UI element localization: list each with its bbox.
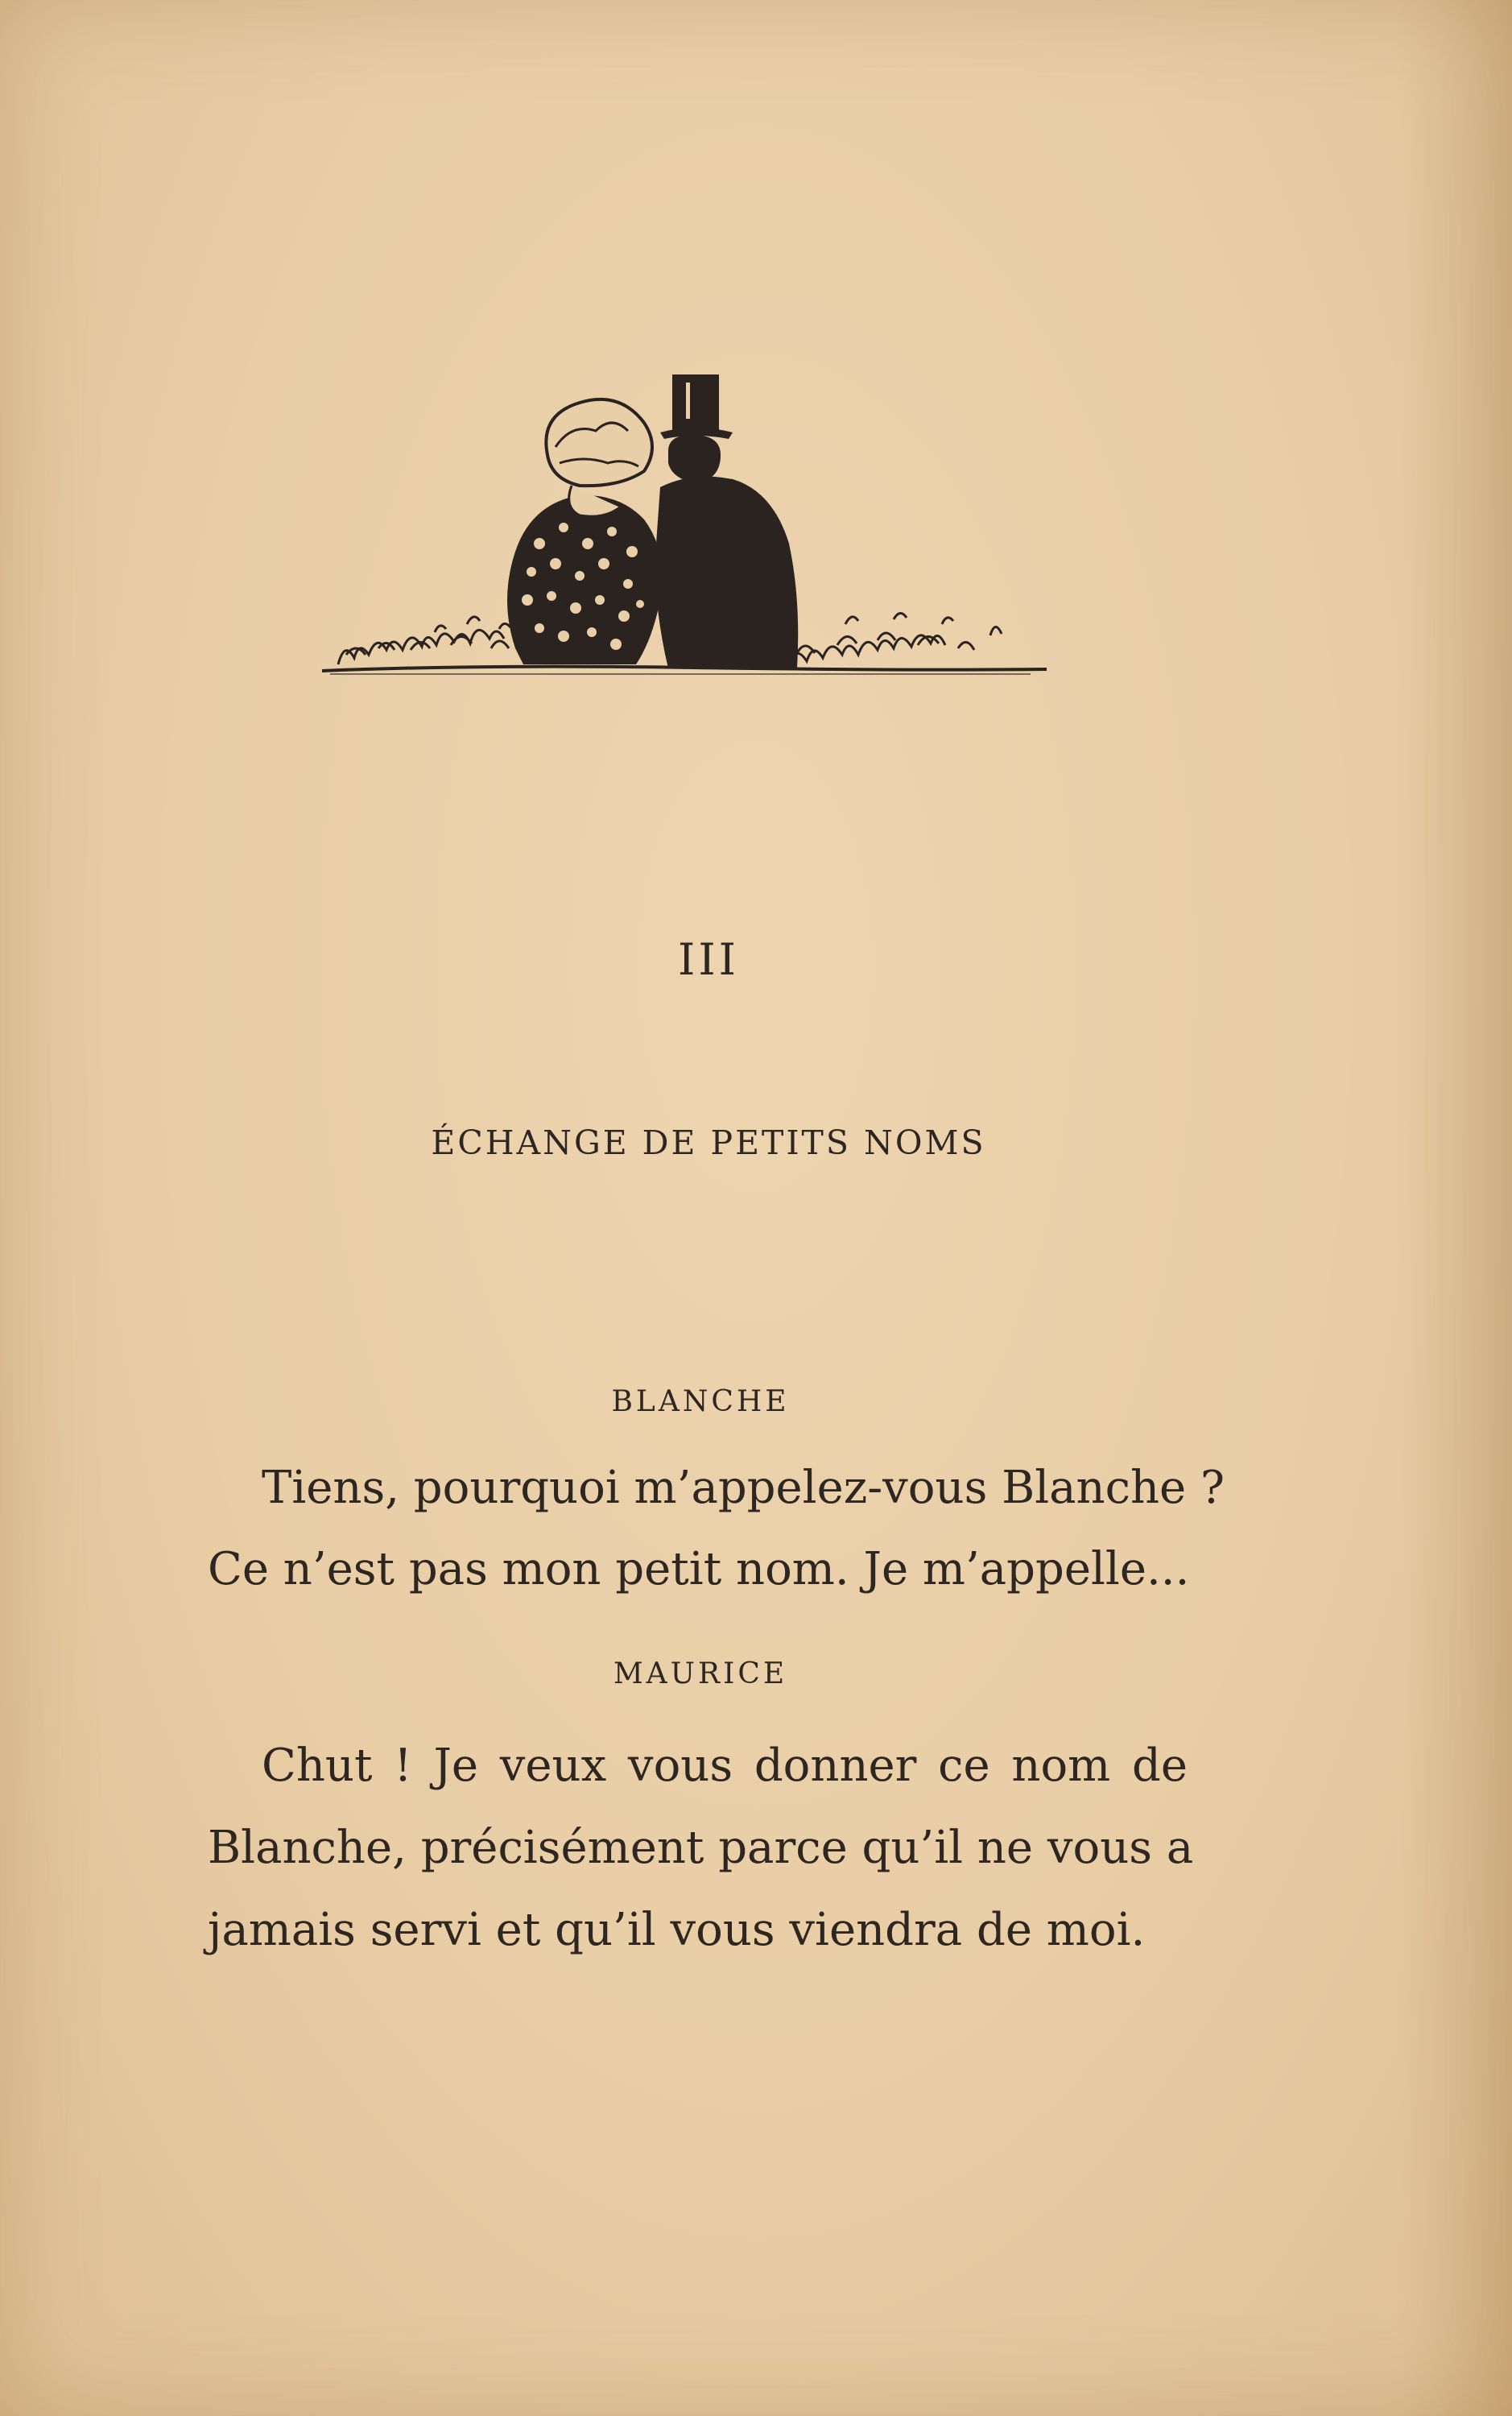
dialogue-line: jamais servi et qu’il vous viendra de moi. [208,1904,1146,1956]
speaker-name-maurice: MAURICE [613,1657,788,1690]
dialogue-line: Tiens, pourquoi m’appelez-vous Blanche ? [262,1462,1225,1514]
dialogue-line: Chut ! Je veux vous donner ce nom de [262,1740,1188,1792]
couple-on-bench-vignette-icon [314,358,1055,681]
chapter-number: III [678,934,739,985]
chapter-title: ÉCHANGE DE PETITS NOMS [431,1123,986,1162]
dialogue-line: Blanche, précisément parce qu’il ne vous a [208,1822,1194,1874]
speaker-name-blanche: BLANCHE [611,1385,790,1418]
dialogue-line: Ce n’est pas mon petit nom. Je m’appelle... [208,1543,1190,1595]
